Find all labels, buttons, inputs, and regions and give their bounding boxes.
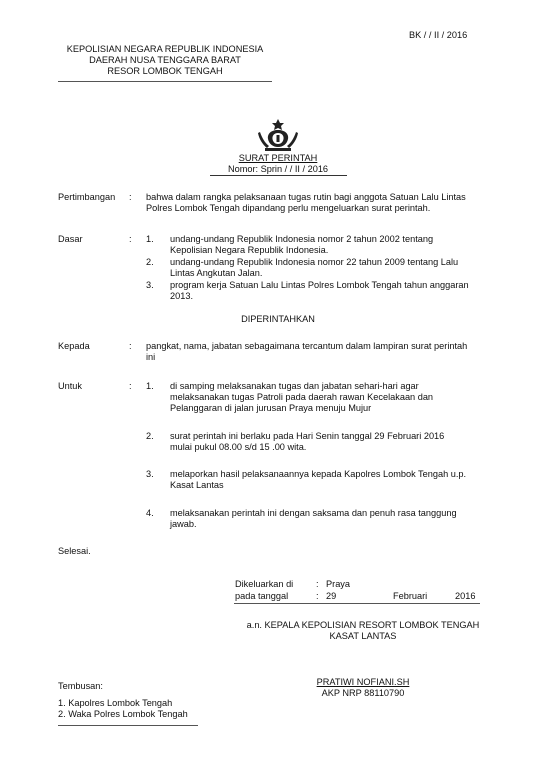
kepada-label: Kepada (58, 341, 90, 351)
issued-place-value: Praya (326, 579, 351, 589)
dasar-item-1-number: 1. (146, 234, 154, 244)
untuk-item-1-number: 1. (146, 381, 154, 391)
signatory-line-1: a.n. KEPALA KEPOLISIAN RESORT LOMBOK TENGAH (246, 620, 480, 630)
pertimbangan-text-line-2: Polres Lombok Tengah dipandang perlu mengeluarkan surat perintah. (146, 203, 431, 213)
untuk-item-2-line-1: surat perintah ini berlaku pada Hari Senin tanggal 29 Februari 2016 (170, 431, 445, 441)
kepada-colon: : (129, 341, 132, 351)
letterhead (56, 44, 274, 77)
dasar-item-3-line-1: program kerja Satuan Lalu Lintas Polres Lombok Tengah tahun anggaran (170, 280, 469, 290)
dasar-item-3-number: 3. (146, 280, 154, 290)
tembusan-item-1: 1. Kapolres Lombok Tengah (58, 698, 173, 708)
issued-date-colon: : (316, 591, 319, 601)
untuk-item-2-number: 2. (146, 431, 154, 441)
signatory-name: PRATIWI NOFIANI.SH (316, 677, 410, 687)
untuk-colon: : (129, 381, 132, 391)
tembusan-divider (58, 725, 198, 726)
letterhead-line-1: KEPOLISIAN NEGARA REPUBLIK INDONESIA (66, 44, 264, 54)
dasar-item-2-number: 2. (146, 257, 154, 267)
dasar-item-1-line-1: undang-undang Republik Indonesia nomor 2 tahun 2002 tentang (170, 234, 434, 244)
untuk-item-1-line-1: di samping melaksanakan tugas dan jabatan sehari-hari agar (170, 381, 419, 391)
untuk-item-1-line-3: Pelanggaran di jalan jurusan Praya menuju Mujur (170, 403, 372, 413)
closing-text: Selesai. (58, 546, 91, 556)
signatory-line-2: KASAT LANTAS (329, 631, 397, 641)
dasar-item-2-line-2: Lintas Angkutan Jalan. (170, 268, 263, 278)
letterhead-line-2: DAERAH NUSA TENGGARA BARAT (89, 55, 241, 65)
document-number: Nomor: Sprin / / II / 2016 (227, 164, 329, 174)
pertimbangan-label: Pertimbangan (58, 192, 116, 202)
untuk-item-3-number: 3. (146, 469, 154, 479)
untuk-item-4-number: 4. (146, 508, 154, 518)
kepada-text-line-2: ini (146, 352, 156, 362)
untuk-item-3-line-1: melaporkan hasil pelaksanaannya kepada Kapolres Lombok Tengah u.p. (170, 469, 467, 479)
dasar-item-2-line-1: undang-undang Republik Indonesia nomor 22 tahun 2009 tentang Lalu (170, 257, 459, 267)
tembusan-item-2: 2. Waka Polres Lombok Tengah (58, 709, 188, 719)
dasar-label: Dasar (58, 234, 83, 244)
issued-date-month: Februari (393, 591, 428, 601)
untuk-label: Untuk (58, 381, 83, 391)
dasar-colon: : (129, 234, 132, 244)
title-underline (210, 175, 347, 176)
pertimbangan-colon: : (129, 192, 132, 202)
issued-place-label: Dikeluarkan di (235, 579, 294, 589)
tembusan-label: Tembusan: (58, 681, 103, 691)
untuk-item-1-line-2: melaksanakan tugas Patroli pada daerah rawan Kecelakaan dan (170, 392, 434, 402)
dasar-item-1-line-2: Kepolisian Negara Republik Indonesia. (170, 245, 329, 255)
reference-number: BK / / II / 2016 (409, 30, 468, 40)
diperintahkan-heading: DIPERINTAHKAN (241, 314, 315, 324)
letterhead-divider (58, 81, 272, 82)
kepada-text-line-1: pangkat, nama, jabatan sebagaimana tercantum dalam lampiran surat perintah (146, 341, 468, 351)
letterhead-line-3: RESOR LOMBOK TENGAH (107, 66, 223, 76)
untuk-item-2-line-2: mulai pukul 08.00 s/d 15 .00 wita. (170, 442, 307, 452)
document-title: SURAT PERINTAH (238, 153, 318, 163)
untuk-item-4-line-2: jawab. (170, 519, 197, 529)
issued-date-label: pada tanggal (235, 591, 289, 601)
untuk-item-4-line-1: melaksanakan perintah ini dengan saksama dan penuh rasa tanggung (170, 508, 457, 518)
police-emblem-icon (257, 118, 299, 152)
issued-place-colon: : (316, 579, 319, 589)
issued-date-year: 2016 (455, 591, 476, 601)
pertimbangan-text-line-1: bahwa dalam rangka pelaksanaan tugas rutin bagi anggota Satuan Lalu Lintas (146, 192, 466, 202)
signatory-rank: AKP NRP 88110790 (321, 688, 405, 698)
dasar-item-3-line-2: 2013. (170, 291, 193, 301)
untuk-item-3-line-2: Kasat Lantas (170, 480, 224, 490)
issued-date-day: 29 (326, 591, 337, 601)
issued-divider (234, 603, 480, 604)
